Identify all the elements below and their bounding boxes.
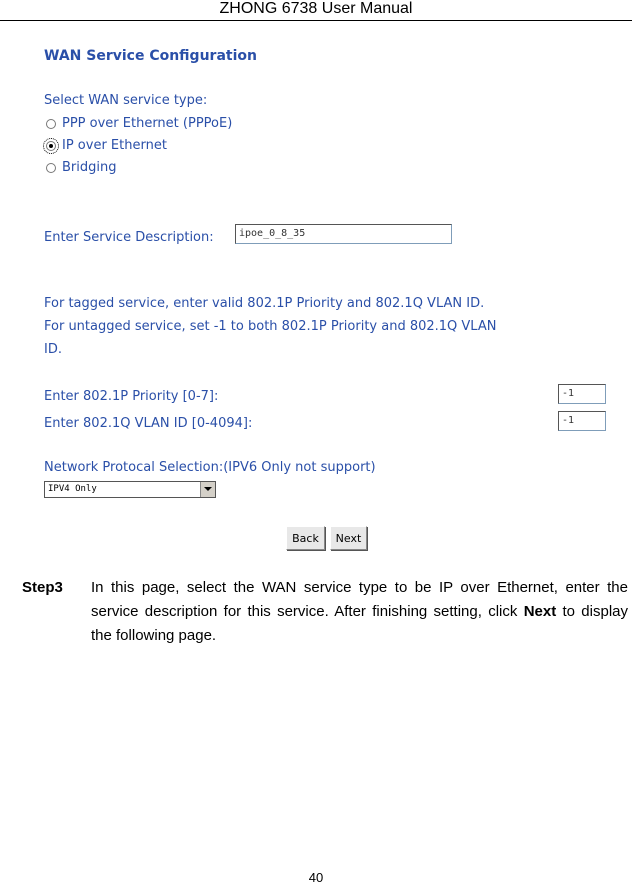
- protocol-select-value: IPV4 Only: [48, 484, 97, 494]
- protocol-select[interactable]: [44, 481, 216, 498]
- radio-pppoe[interactable]: [46, 119, 56, 129]
- service-description-input[interactable]: ipoe_0_8_35: [235, 224, 452, 244]
- chevron-down-icon[interactable]: [200, 482, 215, 497]
- vlan-note-line-3: ID.: [44, 342, 62, 357]
- wan-config-title: WAN Service Configuration: [44, 48, 257, 64]
- vlan-note-line-2: For untagged service, set -1 to both 802.1P Priority and 802.1Q VLAN: [44, 319, 497, 334]
- manual-title: ZHONG 6738 User Manual: [219, 0, 413, 17]
- radio-pppoe-label: PPP over Ethernet (PPPoE): [62, 116, 233, 131]
- page-number: 40: [308, 870, 324, 885]
- radio-ipoe[interactable]: [46, 141, 56, 151]
- step-text-after: to display the following page.: [91, 603, 629, 644]
- radio-ipoe-label: IP over Ethernet: [62, 138, 167, 153]
- vlan-note-line-1: For tagged service, enter valid 802.1P Priority and 802.1Q VLAN ID.: [44, 296, 485, 311]
- priority-label: Enter 802.1P Priority [0-7]:: [44, 389, 219, 404]
- radio-row-bridging[interactable]: [46, 160, 116, 175]
- protocol-label: Network Protocal Selection:(IPV6 Only not support): [44, 460, 376, 475]
- page-header: [0, 0, 632, 21]
- step-text-bold: Next: [523, 603, 557, 620]
- step-text: [91, 576, 628, 648]
- step-label: Step3: [22, 579, 63, 596]
- step-text-before: In this page, select the WAN service type to be IP over Ethernet, enter the service description for this service. After finishing setting, click: [91, 579, 628, 620]
- priority-input[interactable]: -1: [558, 384, 606, 404]
- next-button[interactable]: Next: [330, 526, 367, 550]
- radio-bridging-label: Bridging: [62, 160, 117, 175]
- vlan-id-label: Enter 802.1Q VLAN ID [0-4094]:: [44, 416, 253, 431]
- back-button[interactable]: Back: [286, 526, 325, 550]
- service-type-label: Select WAN service type:: [44, 93, 208, 108]
- service-description-label: Enter Service Description:: [44, 230, 214, 245]
- radio-bridging[interactable]: [46, 163, 56, 173]
- vlan-id-input[interactable]: -1: [558, 411, 606, 431]
- radio-row-ipoe[interactable]: [46, 138, 167, 153]
- radio-row-pppoe[interactable]: [46, 116, 232, 131]
- wan-config-screenshot: [40, 40, 615, 560]
